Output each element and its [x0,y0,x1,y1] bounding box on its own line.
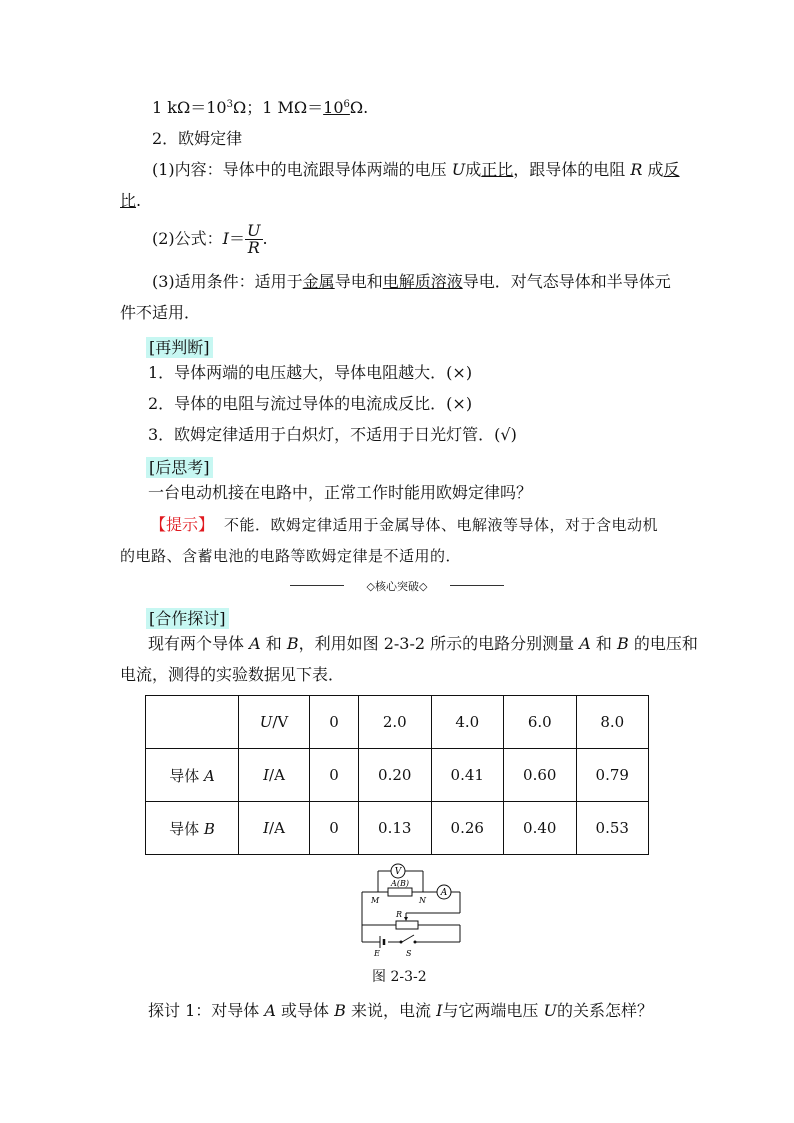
table-cell: 4.0 [431,696,504,749]
table-cell: 0.20 [359,749,432,802]
switch-label: S [406,949,412,958]
load-label: A(B) [391,879,409,888]
table-cell: 0.79 [576,749,649,802]
content-paragraph-cont: 比. [120,191,142,210]
table-cell: 8.0 [576,696,649,749]
table-cell: I/A [239,802,310,855]
switch-icon [400,941,403,944]
load-resistor-icon [388,888,412,896]
table-cell: 0.26 [431,802,504,855]
table-cell: I/A [239,749,310,802]
conditions-paragraph: (3)适用条件：适用于金属导电和电解质溶液导电．对气态导体和半导体元 [152,272,671,291]
table-cell: 0.60 [504,749,577,802]
table-cell: 导体 B [146,802,239,855]
formula-fraction: $\frac{U}{R}$ [247,221,261,257]
table-row [146,749,649,802]
rejudge-item: 2．导体的电阻与流过导体的电流成反比．(×) [148,394,473,413]
hint-line-cont: 的电路、含蓄电池的电路等欧姆定律是不适用的． [120,547,462,565]
table-cell: 0.13 [359,802,432,855]
circuit-diagram [360,862,470,958]
content-paragraph: (1)内容：导体中的电流跟导体两端的电压 U成正比，跟导体的电阻 R 成反 [152,160,680,179]
conditions-paragraph-cont: 件不适用． [120,303,201,322]
discussion-question: 探讨 1：对导体 A 或导体 B 来说，电流 I与它两端电压 U的关系怎样？ [148,1001,653,1020]
table-row [146,802,649,855]
data-table [145,695,649,855]
formula-line: (2)公式：I＝ $\frac{U}{R}$ . [152,221,268,257]
table-cell: 6.0 [504,696,577,749]
unit-conversion-line: 1 $k\Omega=10^3\Omega$；1 $M\Omega=10^6\Omega$. [152,98,369,117]
ammeter-label: A [440,888,448,898]
rheostat-label: R [396,910,403,919]
section-heading: 2．欧姆定律 [152,129,243,148]
table-cell: 0 [310,696,359,749]
node-m-label: M [371,896,380,905]
voltmeter-label: V [394,867,402,877]
explore-paragraph-cont: 电流，测得的实验数据见下表． [120,665,345,684]
rejudge-item: 1．导体两端的电压越大，导体电阻越大．(×) [148,363,473,382]
table-cell: 0 [310,802,359,855]
battery-label: E [374,949,380,958]
table-cell: 0.53 [576,802,649,855]
figure-caption: 图 2-3-2 [372,969,427,985]
rethink-question: 一台电动机接在电路中，正常工作时能用欧姆定律吗？ [148,483,533,502]
section-divider: ◇核心突破◇ [290,574,504,598]
table-cell: 0.41 [431,749,504,802]
table-cell: 2.0 [359,696,432,749]
rethink-tag: [后思考] [146,456,213,480]
table-cell [146,696,239,749]
node-n-label: N [419,896,426,905]
explore-tag: [合作探讨] [146,607,229,631]
rheostat-icon [396,921,418,929]
table-row [146,696,649,749]
table-cell: 0 [310,749,359,802]
rejudge-item: 3．欧姆定律适用于白炽灯，不适用于日光灯管．(√) [148,425,517,444]
answer-blank: $10^6$ [323,98,350,117]
rejudge-tag: [再判断] [146,336,213,360]
explore-paragraph: 现有两个导体 A 和 B，利用如图 2-3-2 所示的电路分别测量 A 和 B 的电压和 [148,634,698,653]
table-cell: 0.40 [504,802,577,855]
hint-line: 【提示】 不能．欧姆定律适用于金属导体、电解液等导体，对于含电动机 [150,515,659,534]
table-cell: 导体 A [146,749,239,802]
table-cell: U/V [239,696,310,749]
